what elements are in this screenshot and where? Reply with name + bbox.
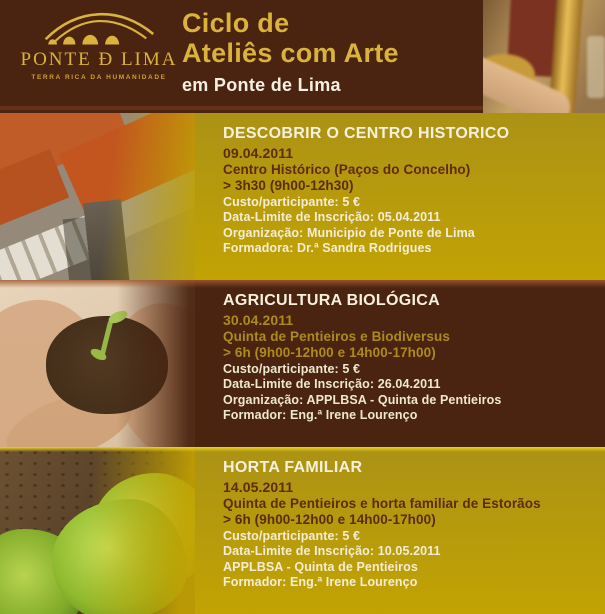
event-details — [195, 447, 549, 614]
aerial-historic-center-photo — [0, 113, 195, 280]
logo-tagline: TERRA RICA DA HUMANIDADE — [31, 74, 167, 81]
event-trainer: Formadora: Dr.ª Sandra Rodrigues — [223, 241, 432, 255]
event-section-agricultura-biologica — [0, 280, 605, 447]
event-trainer: Formador: Eng.ª Irene Lourenço — [223, 408, 418, 422]
event-deadline: Data-Limite de Inscrição: 26.04.2011 — [223, 377, 441, 391]
event-venue: Quinta de Pentieiros e Biodiversus — [223, 328, 450, 344]
poster-title — [182, 8, 399, 96]
event-section-horta-familiar — [0, 447, 605, 614]
event-cost: Custo/participante: 5 € — [223, 528, 361, 543]
event-duration: > 3h30 (9h00-12h30) — [223, 178, 354, 193]
header — [0, 0, 605, 113]
event-duration: > 6h (9h00-12h00 e 14h00-17h00) — [223, 345, 436, 360]
event-cost: Custo/participante: 5 € — [223, 361, 361, 376]
ponte-de-lima-logo — [18, 6, 180, 81]
event-venue: Quinta de Pentieiros e horta familiar de Estorãos — [223, 495, 541, 511]
event-date: 14.05.2011 — [223, 479, 294, 495]
event-deadline: Data-Limite de Inscrição: 10.05.2011 — [223, 544, 441, 558]
event-cost: Custo/participante: 5 € — [223, 194, 361, 209]
hands-seedling-photo — [0, 280, 195, 447]
gilded-statues-photo — [483, 0, 605, 113]
event-title: DESCOBRIR O CENTRO HISTORICO — [223, 125, 510, 142]
glass-shape — [587, 36, 605, 98]
title-line-2: Ateliês com Arte — [182, 38, 399, 68]
event-duration: > 6h (9h00-12h00 e 14h00-17h00) — [223, 512, 436, 527]
event-date: 09.04.2011 — [223, 145, 294, 161]
title-line-1: Ciclo de — [182, 8, 290, 38]
event-section-descobrir-o-centro-historico — [0, 113, 605, 280]
event-trainer: Formador: Eng.ª Irene Lourenço — [223, 575, 418, 589]
event-title: AGRICULTURA BIOLÓGICA — [223, 292, 440, 309]
bridge-icon — [40, 6, 158, 48]
poster-subtitle: em Ponte de Lima — [182, 75, 341, 95]
event-deadline: Data-Limite de Inscrição: 05.04.2011 — [223, 210, 441, 224]
event-organization: Organização: APPLBSA - Quinta de Pentieiros — [223, 392, 502, 407]
logo-name: PONTE Ð LIMA — [20, 49, 178, 70]
event-organization: Organização: Municipio de Ponte de Lima — [223, 225, 475, 240]
event-details — [195, 280, 509, 447]
event-date: 30.04.2011 — [223, 312, 294, 328]
event-title: HORTA FAMILIAR — [223, 459, 363, 476]
event-details — [195, 113, 517, 280]
event-organization: APPLBSA - Quinta de Pentieiros — [223, 559, 418, 574]
lettuce-garden-photo — [0, 447, 195, 614]
event-venue: Centro Histórico (Paços do Concelho) — [223, 161, 471, 177]
